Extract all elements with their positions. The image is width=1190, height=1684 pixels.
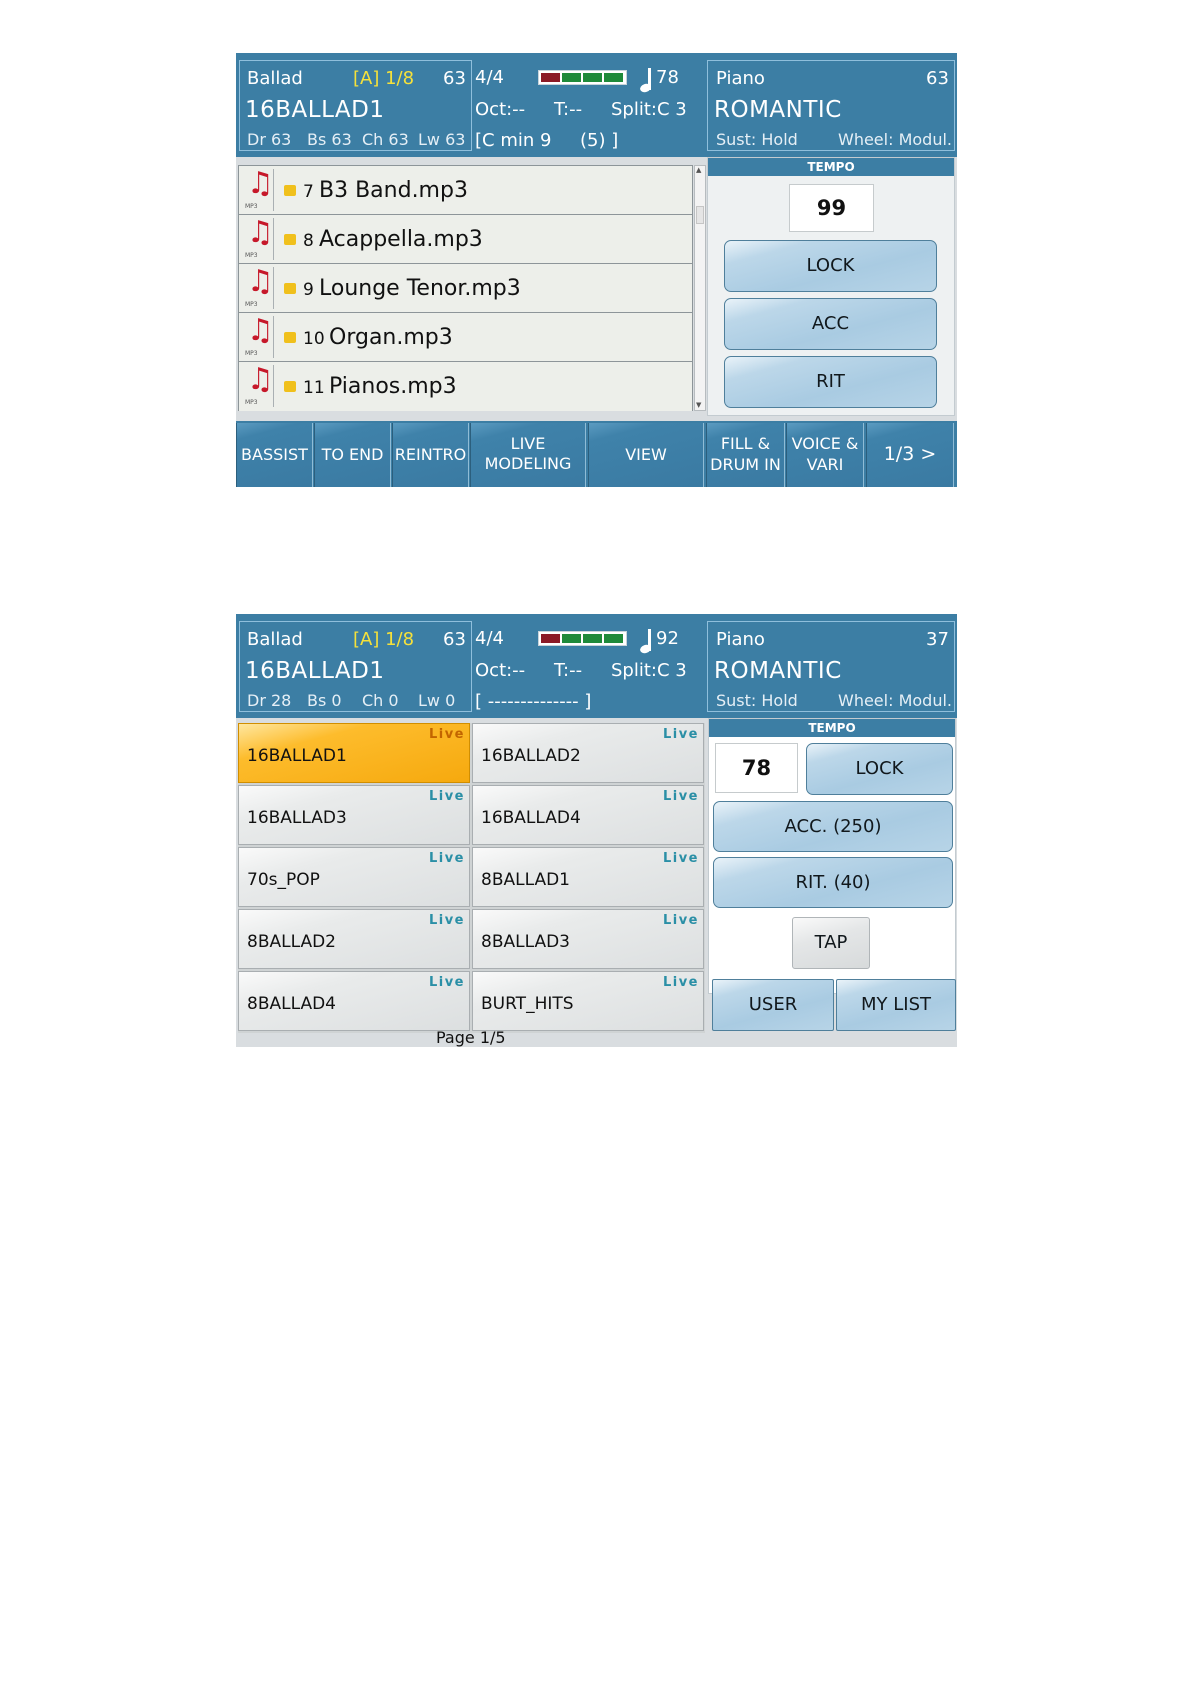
tempo-title: TEMPO — [708, 158, 954, 176]
lower-volume: Lw 63 — [418, 130, 466, 149]
mp3-note-icon: ♫ MP3 — [242, 316, 274, 358]
style-volume: 63 — [443, 68, 466, 89]
tempo-panel — [707, 157, 955, 416]
style-cell[interactable]: 16BALLAD3 Live — [238, 785, 470, 845]
bass-volume: Bs 63 — [307, 130, 352, 149]
arranger-screen-style-select — [236, 614, 957, 1047]
style-name: 16BALLAD1 — [245, 658, 385, 684]
to-end-button[interactable]: TO END — [314, 423, 391, 487]
mp3-note-icon: ♫ MP3 — [242, 365, 274, 407]
style-cell[interactable]: BURT_HITS Live — [472, 971, 704, 1031]
live-tag: Live — [662, 851, 699, 866]
arranger-screen-file-list — [236, 53, 957, 487]
voice-volume: 37 — [926, 629, 949, 650]
voice-category: Piano — [716, 629, 765, 650]
ritardando-button[interactable]: RIT. (40) — [713, 857, 953, 908]
file-list — [238, 165, 693, 411]
voice-name: ROMANTIC — [714, 97, 842, 123]
tempo-readout: 78 — [656, 67, 679, 88]
live-tag: Live — [428, 789, 465, 804]
mp3-note-icon: ♫ MP3 — [242, 267, 274, 309]
level-meter — [538, 70, 627, 85]
sustain-status: Sust: Hold — [716, 130, 798, 149]
live-tag: Live — [428, 913, 465, 928]
tempo-panel — [708, 718, 956, 994]
file-name: Organ.mp3 — [329, 325, 453, 350]
tempo-lock-button[interactable]: LOCK — [806, 743, 953, 795]
mp3-note-icon: ♫ MP3 — [242, 218, 274, 260]
sustain-status: Sust: Hold — [716, 691, 798, 710]
tempo-value[interactable]: 78 — [715, 743, 798, 793]
tempo-title: TEMPO — [709, 719, 955, 737]
time-signature: 4/4 — [475, 628, 504, 649]
voice-vari-button[interactable]: VOICE & VARI — [786, 423, 864, 487]
style-name: 16BALLAD1 — [245, 97, 385, 123]
variation-indicator: [A] 1/8 — [353, 68, 415, 89]
fill-drum-in-button[interactable]: FILL & DRUM IN — [706, 423, 785, 487]
tap-tempo-button[interactable]: TAP — [792, 917, 870, 969]
live-tag: Live — [662, 727, 699, 742]
style-category: Ballad — [247, 68, 303, 89]
song-info-box — [472, 60, 706, 151]
live-tag: Live — [428, 975, 465, 990]
style-grid — [238, 723, 705, 1033]
live-tag: Live — [428, 851, 465, 866]
chord-readout: [ -------------- ] — [475, 691, 592, 712]
page-next-button[interactable]: 1/3 > — [866, 423, 954, 487]
style-cell[interactable]: 16BALLAD1 Live — [238, 723, 470, 783]
quarter-note-icon — [640, 629, 654, 655]
scroll-up-icon[interactable]: ▲ — [696, 166, 702, 174]
file-name: B3 Band.mp3 — [319, 178, 468, 203]
voice-category: Piano — [716, 68, 765, 89]
file-name: Lounge Tenor.mp3 — [319, 276, 521, 301]
view-button[interactable]: VIEW — [588, 423, 704, 487]
octave-readout: Oct:-- — [475, 99, 526, 120]
wheel-status: Wheel: Modul. — [838, 691, 952, 710]
user-button[interactable]: USER — [712, 979, 834, 1031]
tempo-lock-button[interactable]: LOCK — [724, 240, 937, 292]
folder-dot-icon — [284, 185, 296, 196]
folder-dot-icon — [284, 332, 296, 343]
function-bar — [236, 421, 957, 487]
style-cell[interactable]: 8BALLAD4 Live — [238, 971, 470, 1031]
bassist-button[interactable]: BASSIST — [236, 423, 313, 487]
song-info-box — [472, 621, 706, 712]
style-info-box[interactable] — [239, 60, 472, 151]
chord-volume: Ch 0 — [362, 691, 399, 710]
tempo-value[interactable]: 99 — [789, 184, 874, 232]
live-tag: Live — [428, 727, 465, 742]
voice-name: ROMANTIC — [714, 658, 842, 684]
folder-dot-icon — [284, 283, 296, 294]
list-scrollbar[interactable] — [694, 165, 706, 411]
ritardando-button[interactable]: RIT — [724, 356, 937, 408]
style-cell[interactable]: 8BALLAD2 Live — [238, 909, 470, 969]
tempo-readout: 92 — [656, 628, 679, 649]
voice-info-box[interactable] — [707, 621, 955, 712]
style-cell[interactable]: 16BALLAD2 Live — [472, 723, 704, 783]
accelerando-button[interactable]: ACC — [724, 298, 937, 350]
split-readout: Split:C 3 — [611, 660, 687, 681]
status-header — [236, 53, 957, 157]
drum-volume: Dr 63 — [247, 130, 292, 149]
style-info-box[interactable] — [239, 621, 472, 712]
transpose-readout: T:-- — [554, 99, 583, 120]
wheel-status: Wheel: Modul. — [838, 130, 952, 149]
live-modeling-button[interactable]: LIVE MODELING — [470, 423, 586, 487]
variation-indicator: [A] 1/8 — [353, 629, 415, 650]
list-item[interactable] — [239, 166, 692, 215]
time-signature: 4/4 — [475, 67, 504, 88]
chord-readout: [C min 9 (5) ] — [475, 130, 619, 151]
file-number: 10 — [303, 329, 325, 349]
style-category: Ballad — [247, 629, 303, 650]
level-meter — [538, 631, 627, 646]
file-name: Pianos.mp3 — [329, 374, 457, 399]
list-item[interactable] — [239, 264, 692, 313]
lower-volume: Lw 0 — [418, 691, 456, 710]
file-name: Acappella.mp3 — [319, 227, 483, 252]
list-item[interactable] — [239, 313, 692, 362]
mp3-note-icon: ♫ MP3 — [242, 169, 274, 211]
live-tag: Live — [662, 789, 699, 804]
drum-volume: Dr 28 — [247, 691, 292, 710]
page-indicator: Page 1/5 — [436, 1028, 506, 1047]
quarter-note-icon — [640, 68, 654, 94]
file-number: 11 — [303, 378, 325, 398]
octave-readout: Oct:-- — [475, 660, 526, 681]
my-list-button[interactable]: MY LIST — [836, 979, 956, 1031]
chord-volume: Ch 63 — [362, 130, 409, 149]
status-header — [236, 614, 957, 718]
voice-info-box[interactable] — [707, 60, 955, 151]
accelerando-button[interactable]: ACC. (250) — [713, 801, 953, 852]
file-number: 8 — [303, 231, 314, 251]
folder-dot-icon — [284, 234, 296, 245]
style-volume: 63 — [443, 629, 466, 650]
live-tag: Live — [662, 913, 699, 928]
style-cell[interactable]: 8BALLAD3 Live — [472, 909, 704, 969]
folder-dot-icon — [284, 381, 296, 392]
reintro-button[interactable]: REINTRO — [392, 423, 469, 487]
file-number: 7 — [303, 182, 314, 202]
style-cell[interactable]: 8BALLAD1 Live — [472, 847, 704, 907]
list-item[interactable] — [239, 362, 692, 411]
bass-volume: Bs 0 — [307, 691, 342, 710]
style-cell[interactable]: 16BALLAD4 Live — [472, 785, 704, 845]
live-tag: Live — [662, 975, 699, 990]
voice-volume: 63 — [926, 68, 949, 89]
split-readout: Split:C 3 — [611, 99, 687, 120]
file-number: 9 — [303, 280, 314, 300]
scroll-thumb[interactable] — [696, 206, 704, 224]
transpose-readout: T:-- — [554, 660, 583, 681]
list-item[interactable] — [239, 215, 692, 264]
scroll-down-icon[interactable]: ▼ — [696, 401, 702, 409]
style-cell[interactable]: 70s_POP Live — [238, 847, 470, 907]
